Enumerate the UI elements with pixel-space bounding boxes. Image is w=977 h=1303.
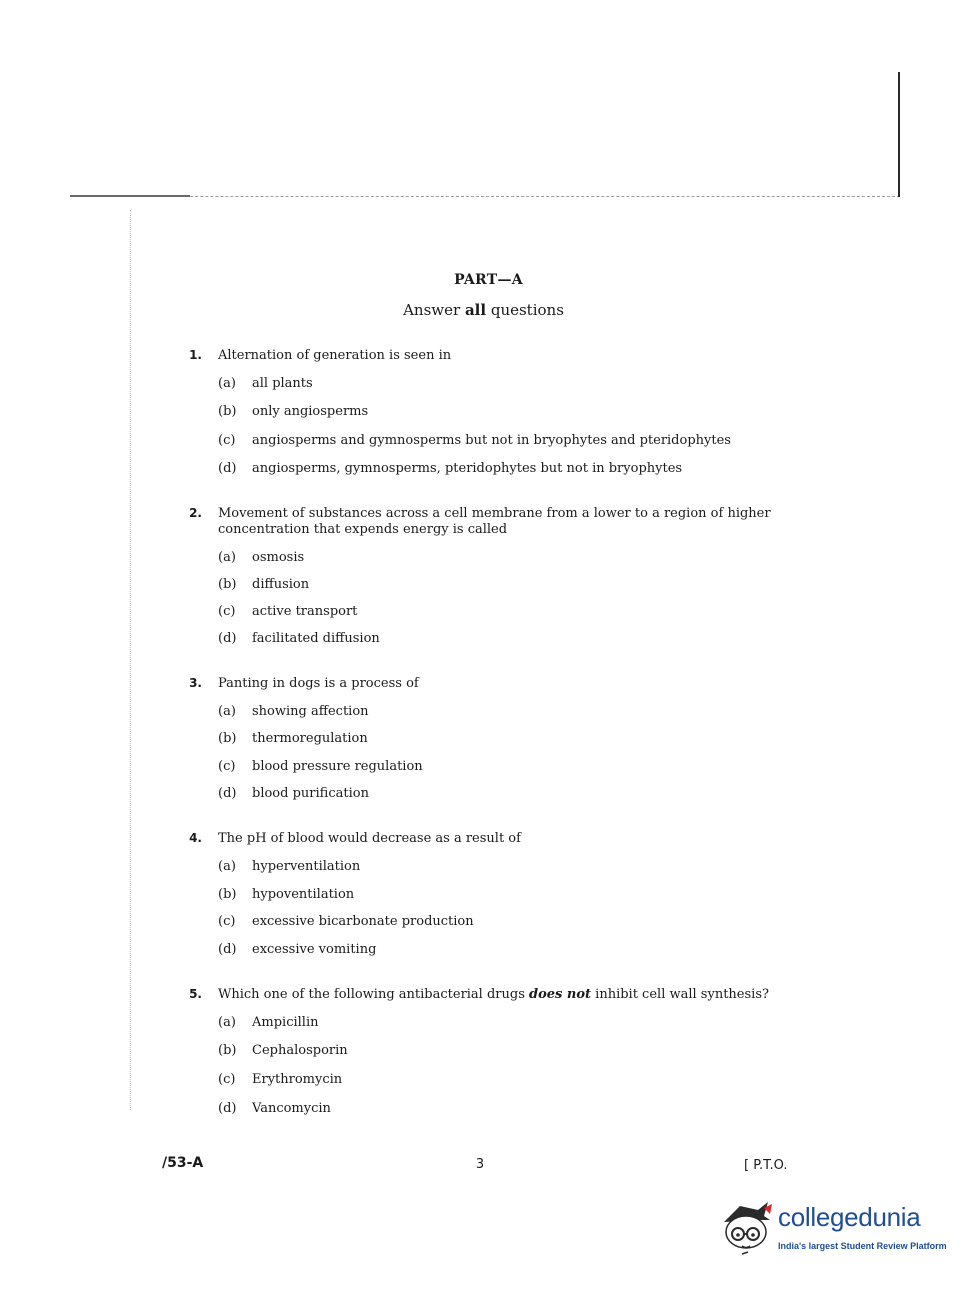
option-label: (d) [218,631,237,646]
instruction-post: questions [486,301,564,319]
question-text [218,987,808,1003]
option-a [218,376,313,392]
option-text: Ampicillin [252,1015,319,1030]
option-text: angiosperms and gymnosperms but not in bryophytes and pteridophytes [252,433,731,448]
option-text: Cephalosporin [252,1043,348,1058]
option-d [218,1101,331,1117]
option-label: (d) [218,942,237,957]
question-number: 1. [189,348,202,362]
option-label: (d) [218,461,237,476]
option-text: Erythromycin [252,1072,343,1087]
option-text: thermoregulation [252,731,368,746]
instruction-bold: all [464,301,487,319]
option-d [218,786,369,802]
option-a [218,704,369,720]
option-text: showing affection [252,704,369,719]
option-label: (a) [218,704,236,719]
option-label: (c) [218,759,236,774]
option-d [218,461,682,477]
option-label: (b) [218,887,237,902]
option-text: hyperventilation [252,859,361,874]
option-label: (a) [218,550,236,565]
option-c [218,759,423,775]
option-label: (b) [218,577,237,592]
option-text: active transport [252,604,358,619]
pto-label: [ P.T.O. [744,1158,788,1173]
option-b [218,731,368,747]
top-rule [70,196,900,197]
right-margin-rule [898,72,900,197]
option-label: (c) [218,914,236,929]
option-c [218,433,731,449]
option-a [218,1015,318,1031]
brand-name: collegedunia [778,1202,921,1232]
mascot-icon [718,1198,776,1258]
option-label: (c) [218,604,236,619]
option-label: (b) [218,1043,237,1058]
option-c [218,914,474,930]
option-d [218,942,376,958]
option-label: (a) [218,859,236,874]
option-c [218,604,357,620]
option-c [218,1072,342,1088]
question-text: Movement of substances across a cell membrane from a lower to a region of higher concentration that expends energy is called [218,506,771,537]
option-text: diffusion [252,577,310,592]
left-margin-rule [130,210,131,1110]
option-text: Vancomycin [252,1101,331,1116]
instruction-pre: Answer [403,301,465,319]
option-label: (b) [218,404,237,419]
option-b [218,887,354,903]
option-a [218,859,360,875]
paper-code: /53-A [162,1155,204,1171]
option-label: (c) [218,433,236,448]
option-text: blood pressure regulation [252,759,423,774]
option-text: hypoventilation [252,887,355,902]
option-label: (d) [218,786,237,801]
question-number: 2. [189,506,202,520]
question-text-emphasis: does not [529,987,592,1002]
option-label: (b) [218,731,237,746]
option-text: angiosperms, gymnosperms, pteridophytes but not in bryophytes [252,461,683,476]
option-b [218,577,309,593]
option-text: excessive vomiting [252,942,377,957]
option-b [218,404,368,420]
part-title: PART—A [454,272,523,288]
question-number: 4. [189,831,202,845]
option-b [218,1043,348,1059]
top-rule-accent [70,195,190,197]
question-text: Panting in dogs is a process of [218,676,419,691]
option-text: blood purification [252,786,369,801]
option-text: only angiosperms [252,404,369,419]
question-text-post: inhibit cell wall synthesis? [591,987,769,1002]
instruction [0,301,967,319]
option-a [218,550,304,566]
option-text: facilitated diffusion [252,631,380,646]
collegedunia-watermark [718,1196,948,1266]
option-label: (d) [218,1101,237,1116]
option-text: osmosis [252,550,305,565]
option-label: (a) [218,376,236,391]
question-text-pre: Which one of the following antibacterial drugs [218,987,530,1002]
question-number: 5. [189,987,202,1001]
question-text: The pH of blood would decrease as a result of [218,831,521,846]
page-number: 3 [475,1157,485,1172]
option-label: (c) [218,1072,236,1087]
option-text: all plants [252,376,313,391]
brand-tagline: India's largest Student Review Platform [778,1241,947,1251]
option-text: excessive bicarbonate production [252,914,474,929]
question-number: 3. [189,676,202,690]
option-label: (a) [218,1015,236,1030]
question-text: Alternation of generation is seen in [218,348,452,363]
option-d [218,631,380,647]
